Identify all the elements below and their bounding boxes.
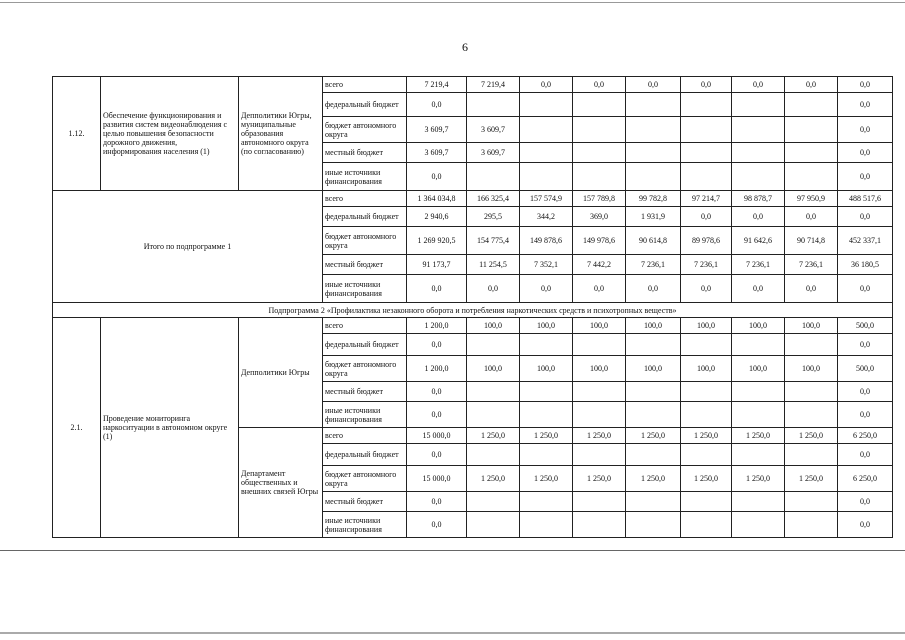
value-cell: 0,0 <box>785 77 838 93</box>
value-cell <box>626 163 681 191</box>
value-cell <box>520 382 573 402</box>
value-cell: 1 364 034,8 <box>407 191 467 207</box>
value-cell: 100,0 <box>681 356 732 382</box>
value-cell: 0,0 <box>681 275 732 303</box>
value-cell <box>520 93 573 117</box>
value-cell: 0,0 <box>407 275 467 303</box>
value-cell: 0,0 <box>467 275 520 303</box>
value-cell <box>732 382 785 402</box>
source-label: местный бюджет <box>323 143 407 163</box>
value-cell: 1 250,0 <box>681 466 732 492</box>
value-cell <box>732 117 785 143</box>
value-cell: 7 442,2 <box>573 255 626 275</box>
value-cell: 0,0 <box>785 207 838 227</box>
value-cell <box>785 492 838 512</box>
value-cell <box>785 334 838 356</box>
subtotal-label: Итого по подпрограмме 1 <box>53 191 323 303</box>
source-label: всего <box>323 191 407 207</box>
value-cell: 15 000,0 <box>407 428 467 444</box>
executor: Депполитики Югры, муниципальные образования автономного округа (по согласованию) <box>239 77 323 191</box>
value-cell: 0,0 <box>681 77 732 93</box>
value-cell <box>732 163 785 191</box>
value-cell <box>573 512 626 538</box>
source-label: бюджет автономного округа <box>323 227 407 255</box>
source-label: бюджет автономного округа <box>323 356 407 382</box>
source-label: федеральный бюджет <box>323 93 407 117</box>
value-cell <box>785 93 838 117</box>
measure-name: Обеспечение функционирования и развития систем видеонаблюдения с целью повышения безопасности дорожного движения, информирования населения (1) <box>101 77 239 191</box>
value-cell: 1 250,0 <box>467 428 520 444</box>
table-row <box>53 318 893 334</box>
value-cell: 100,0 <box>732 356 785 382</box>
value-cell: 89 978,6 <box>681 227 732 255</box>
value-cell: 0,0 <box>573 77 626 93</box>
value-cell: 500,0 <box>838 318 893 334</box>
value-cell <box>681 163 732 191</box>
value-cell: 100,0 <box>626 318 681 334</box>
source-label: бюджет автономного округа <box>323 117 407 143</box>
value-cell: 1 269 920,5 <box>407 227 467 255</box>
value-cell: 1 250,0 <box>520 466 573 492</box>
value-cell: 1 250,0 <box>785 466 838 492</box>
value-cell <box>732 512 785 538</box>
value-cell: 0,0 <box>838 382 893 402</box>
value-cell: 0,0 <box>573 275 626 303</box>
value-cell: 0,0 <box>407 334 467 356</box>
source-label: иные источники финансирования <box>323 163 407 191</box>
value-cell: 166 325,4 <box>467 191 520 207</box>
value-cell: 0,0 <box>732 275 785 303</box>
value-cell: 1 250,0 <box>573 428 626 444</box>
value-cell: 0,0 <box>681 207 732 227</box>
value-cell: 98 878,7 <box>732 191 785 207</box>
value-cell <box>467 163 520 191</box>
value-cell <box>785 512 838 538</box>
value-cell: 36 180,5 <box>838 255 893 275</box>
source-label: иные источники финансирования <box>323 512 407 538</box>
value-cell: 90 614,8 <box>626 227 681 255</box>
source-label: федеральный бюджет <box>323 444 407 466</box>
value-cell: 149 878,6 <box>520 227 573 255</box>
source-label: всего <box>323 77 407 93</box>
row-number: 1.12. <box>53 77 101 191</box>
value-cell: 6 250,0 <box>838 466 893 492</box>
value-cell: 15 000,0 <box>407 466 467 492</box>
value-cell: 1 250,0 <box>785 428 838 444</box>
value-cell <box>785 117 838 143</box>
value-cell: 0,0 <box>838 492 893 512</box>
value-cell: 99 782,8 <box>626 191 681 207</box>
value-cell: 1 250,0 <box>626 466 681 492</box>
value-cell: 488 517,6 <box>838 191 893 207</box>
executor: Департамент общественных и внешних связей Югры <box>239 428 323 538</box>
table-row <box>53 303 893 318</box>
value-cell: 7 352,1 <box>520 255 573 275</box>
value-cell <box>573 492 626 512</box>
value-cell <box>520 163 573 191</box>
value-cell: 0,0 <box>838 512 893 538</box>
value-cell <box>732 334 785 356</box>
subprogram-title: Подпрограмма 2 «Профилактика незаконного оборота и потребления наркотических средств и психотропных веществ» <box>53 303 893 318</box>
value-cell <box>467 334 520 356</box>
value-cell <box>681 444 732 466</box>
value-cell: 100,0 <box>681 318 732 334</box>
value-cell: 1 250,0 <box>732 428 785 444</box>
value-cell <box>732 402 785 428</box>
value-cell: 157 789,8 <box>573 191 626 207</box>
value-cell <box>467 444 520 466</box>
value-cell: 100,0 <box>520 318 573 334</box>
source-label: иные источники финансирования <box>323 275 407 303</box>
value-cell: 1 250,0 <box>520 428 573 444</box>
value-cell: 7 236,1 <box>732 255 785 275</box>
value-cell <box>626 382 681 402</box>
value-cell: 0,0 <box>838 334 893 356</box>
value-cell <box>467 382 520 402</box>
value-cell: 2 940,6 <box>407 207 467 227</box>
value-cell <box>573 163 626 191</box>
value-cell <box>785 382 838 402</box>
value-cell: 100,0 <box>573 356 626 382</box>
value-cell: 1 250,0 <box>732 466 785 492</box>
value-cell: 0,0 <box>520 77 573 93</box>
table-row <box>53 191 893 207</box>
value-cell: 7 219,4 <box>407 77 467 93</box>
source-label: бюджет автономного округа <box>323 466 407 492</box>
value-cell: 295,5 <box>467 207 520 227</box>
source-label: местный бюджет <box>323 492 407 512</box>
value-cell: 1 250,0 <box>467 466 520 492</box>
value-cell: 0,0 <box>407 444 467 466</box>
value-cell <box>573 117 626 143</box>
value-cell: 7 236,1 <box>681 255 732 275</box>
value-cell: 0,0 <box>838 402 893 428</box>
scan-edge-top <box>0 2 905 3</box>
value-cell: 3 609,7 <box>467 117 520 143</box>
value-cell: 344,2 <box>520 207 573 227</box>
value-cell <box>785 444 838 466</box>
source-label: местный бюджет <box>323 382 407 402</box>
value-cell: 1 200,0 <box>407 318 467 334</box>
value-cell: 500,0 <box>838 356 893 382</box>
value-cell: 452 337,1 <box>838 227 893 255</box>
value-cell: 7 236,1 <box>626 255 681 275</box>
value-cell <box>467 492 520 512</box>
budget-table <box>52 76 893 538</box>
value-cell <box>520 143 573 163</box>
value-cell <box>681 382 732 402</box>
value-cell: 100,0 <box>785 318 838 334</box>
executor: Депполитики Югры <box>239 318 323 428</box>
value-cell: 7 236,1 <box>785 255 838 275</box>
value-cell: 0,0 <box>838 275 893 303</box>
value-cell: 157 574,9 <box>520 191 573 207</box>
value-cell: 100,0 <box>573 318 626 334</box>
value-cell <box>681 402 732 428</box>
value-cell: 1 250,0 <box>681 428 732 444</box>
value-cell <box>467 93 520 117</box>
value-cell <box>681 117 732 143</box>
value-cell <box>785 163 838 191</box>
value-cell: 6 250,0 <box>838 428 893 444</box>
value-cell: 97 214,7 <box>681 191 732 207</box>
value-cell: 0,0 <box>838 143 893 163</box>
value-cell <box>573 402 626 428</box>
value-cell: 1 250,0 <box>573 466 626 492</box>
scan-edge-bottom <box>0 632 905 634</box>
value-cell <box>573 382 626 402</box>
value-cell <box>520 512 573 538</box>
value-cell: 7 219,4 <box>467 77 520 93</box>
value-cell: 369,0 <box>573 207 626 227</box>
value-cell: 0,0 <box>407 93 467 117</box>
value-cell <box>732 93 785 117</box>
scan-fold-line <box>0 550 905 551</box>
value-cell: 0,0 <box>838 93 893 117</box>
value-cell <box>785 402 838 428</box>
value-cell: 100,0 <box>732 318 785 334</box>
value-cell <box>520 334 573 356</box>
value-cell <box>626 334 681 356</box>
source-label: федеральный бюджет <box>323 334 407 356</box>
value-cell <box>732 444 785 466</box>
value-cell: 100,0 <box>467 356 520 382</box>
value-cell: 3 609,7 <box>407 117 467 143</box>
value-cell <box>681 512 732 538</box>
value-cell <box>626 402 681 428</box>
value-cell <box>467 512 520 538</box>
value-cell: 0,0 <box>732 77 785 93</box>
value-cell <box>467 402 520 428</box>
value-cell: 154 775,4 <box>467 227 520 255</box>
source-label: всего <box>323 428 407 444</box>
value-cell <box>626 492 681 512</box>
value-cell: 0,0 <box>838 207 893 227</box>
value-cell: 100,0 <box>626 356 681 382</box>
value-cell <box>681 93 732 117</box>
value-cell <box>681 143 732 163</box>
value-cell: 91 173,7 <box>407 255 467 275</box>
value-cell <box>520 492 573 512</box>
value-cell <box>573 143 626 163</box>
value-cell <box>681 492 732 512</box>
value-cell: 100,0 <box>520 356 573 382</box>
value-cell <box>626 444 681 466</box>
value-cell: 90 714,8 <box>785 227 838 255</box>
value-cell <box>573 444 626 466</box>
value-cell: 0,0 <box>838 444 893 466</box>
source-label: федеральный бюджет <box>323 207 407 227</box>
value-cell <box>626 143 681 163</box>
value-cell: 0,0 <box>407 512 467 538</box>
value-cell: 149 978,6 <box>573 227 626 255</box>
page-number: 6 <box>462 40 468 54</box>
value-cell: 0,0 <box>520 275 573 303</box>
value-cell <box>573 334 626 356</box>
value-cell <box>626 512 681 538</box>
source-label: местный бюджет <box>323 255 407 275</box>
value-cell: 0,0 <box>626 275 681 303</box>
value-cell: 1 200,0 <box>407 356 467 382</box>
value-cell <box>732 143 785 163</box>
value-cell: 0,0 <box>407 402 467 428</box>
value-cell: 0,0 <box>407 382 467 402</box>
value-cell <box>626 117 681 143</box>
value-cell: 0,0 <box>407 492 467 512</box>
value-cell: 97 950,9 <box>785 191 838 207</box>
value-cell <box>520 444 573 466</box>
row-number: 2.1. <box>53 318 101 538</box>
value-cell <box>785 143 838 163</box>
value-cell: 1 931,9 <box>626 207 681 227</box>
value-cell: 0,0 <box>732 207 785 227</box>
value-cell <box>573 93 626 117</box>
value-cell: 3 609,7 <box>407 143 467 163</box>
value-cell: 11 254,5 <box>467 255 520 275</box>
value-cell: 100,0 <box>467 318 520 334</box>
value-cell <box>626 93 681 117</box>
value-cell: 0,0 <box>838 77 893 93</box>
value-cell: 0,0 <box>838 117 893 143</box>
value-cell <box>681 334 732 356</box>
table-row <box>53 77 893 93</box>
value-cell: 0,0 <box>838 163 893 191</box>
source-label: всего <box>323 318 407 334</box>
value-cell: 0,0 <box>407 163 467 191</box>
value-cell <box>520 117 573 143</box>
value-cell: 0,0 <box>785 275 838 303</box>
value-cell: 3 609,7 <box>467 143 520 163</box>
value-cell: 100,0 <box>785 356 838 382</box>
value-cell: 0,0 <box>626 77 681 93</box>
measure-name: Проведение мониторинга наркоситуации в автономном округе (1) <box>101 318 239 538</box>
value-cell: 1 250,0 <box>626 428 681 444</box>
value-cell <box>732 492 785 512</box>
source-label: иные источники финансирования <box>323 402 407 428</box>
value-cell <box>520 402 573 428</box>
value-cell: 91 642,6 <box>732 227 785 255</box>
